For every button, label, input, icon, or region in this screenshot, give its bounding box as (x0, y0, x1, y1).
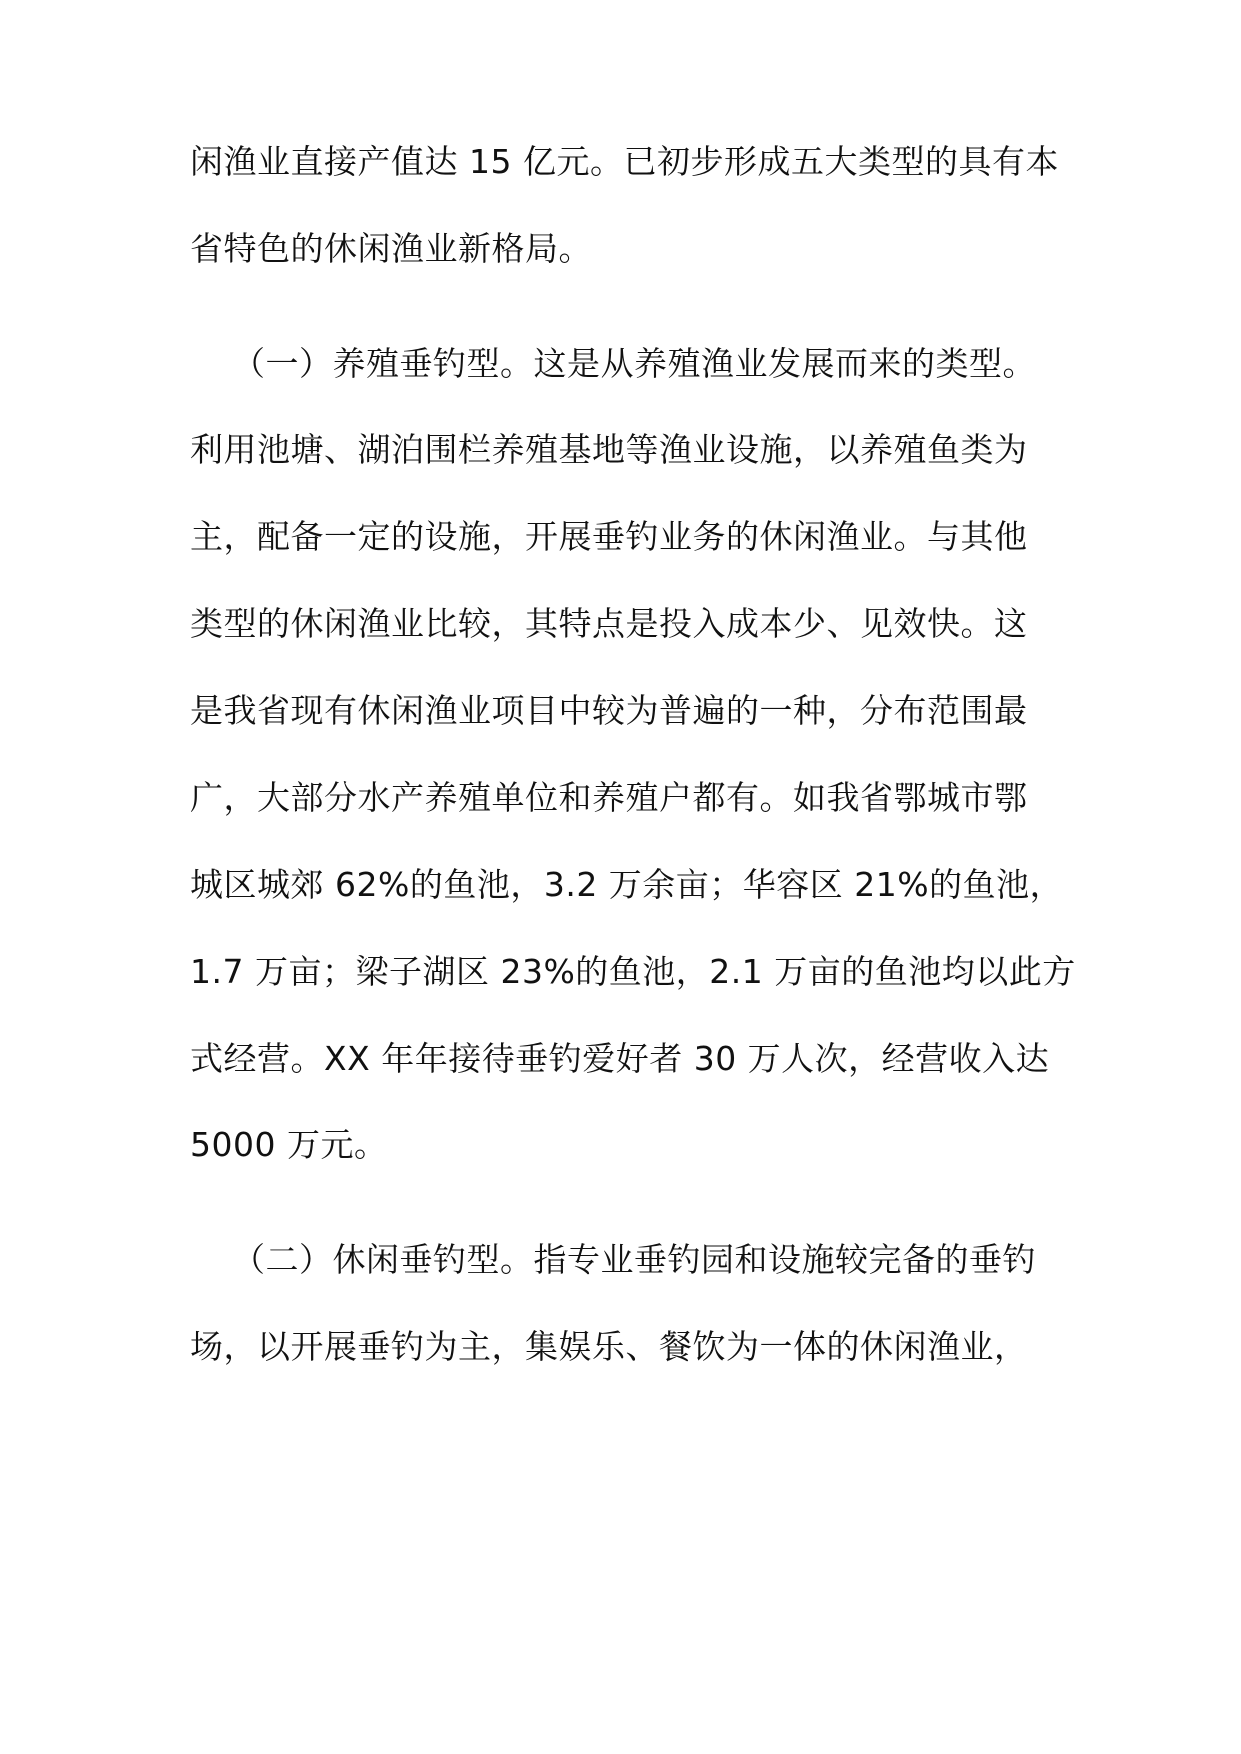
text-line: 省特色的休闲渔业新格局。 (190, 229, 592, 268)
text-line: 5000 万元。 (190, 1125, 388, 1164)
text-line: 1.7 万亩；梁子湖区 23%的鱼池，2.1 万亩的鱼池均以此方 (190, 952, 1076, 991)
text-line: 利用池塘、湖泊围栏养殖基地等渔业设施，以养殖鱼类为 (190, 430, 1028, 469)
paragraph-heading: （二）休闲垂钓型。指专业垂钓园和设施较完备的垂钓 (232, 1240, 1036, 1279)
text-line: 闲渔业直接产值达 15 亿元。已初步形成五大类型的具有本 (190, 142, 1059, 181)
text-line: 场，以开展垂钓为主，集娱乐、餐饮为一体的休闲渔业， (190, 1327, 1028, 1366)
text-line: 城区城郊 62%的鱼池，3.2 万余亩；华容区 21%的鱼池， (190, 865, 1064, 904)
text-line: 是我省现有休闲渔业项目中较为普遍的一种，分布范围最 (190, 691, 1028, 730)
text-line: 广，大部分水产养殖单位和养殖户都有。如我省鄂城市鄂 (190, 778, 1028, 817)
text-line: 主，配备一定的设施，开展垂钓业务的休闲渔业。与其他 (190, 517, 1028, 556)
text-line: 类型的休闲渔业比较，其特点是投入成本少、见效快。这 (190, 604, 1028, 643)
text-line: 式经营。XX 年年接待垂钓爱好者 30 万人次，经营收入达 (190, 1039, 1050, 1078)
paragraph-heading: （一）养殖垂钓型。这是从养殖渔业发展而来的类型。 (232, 344, 1036, 383)
